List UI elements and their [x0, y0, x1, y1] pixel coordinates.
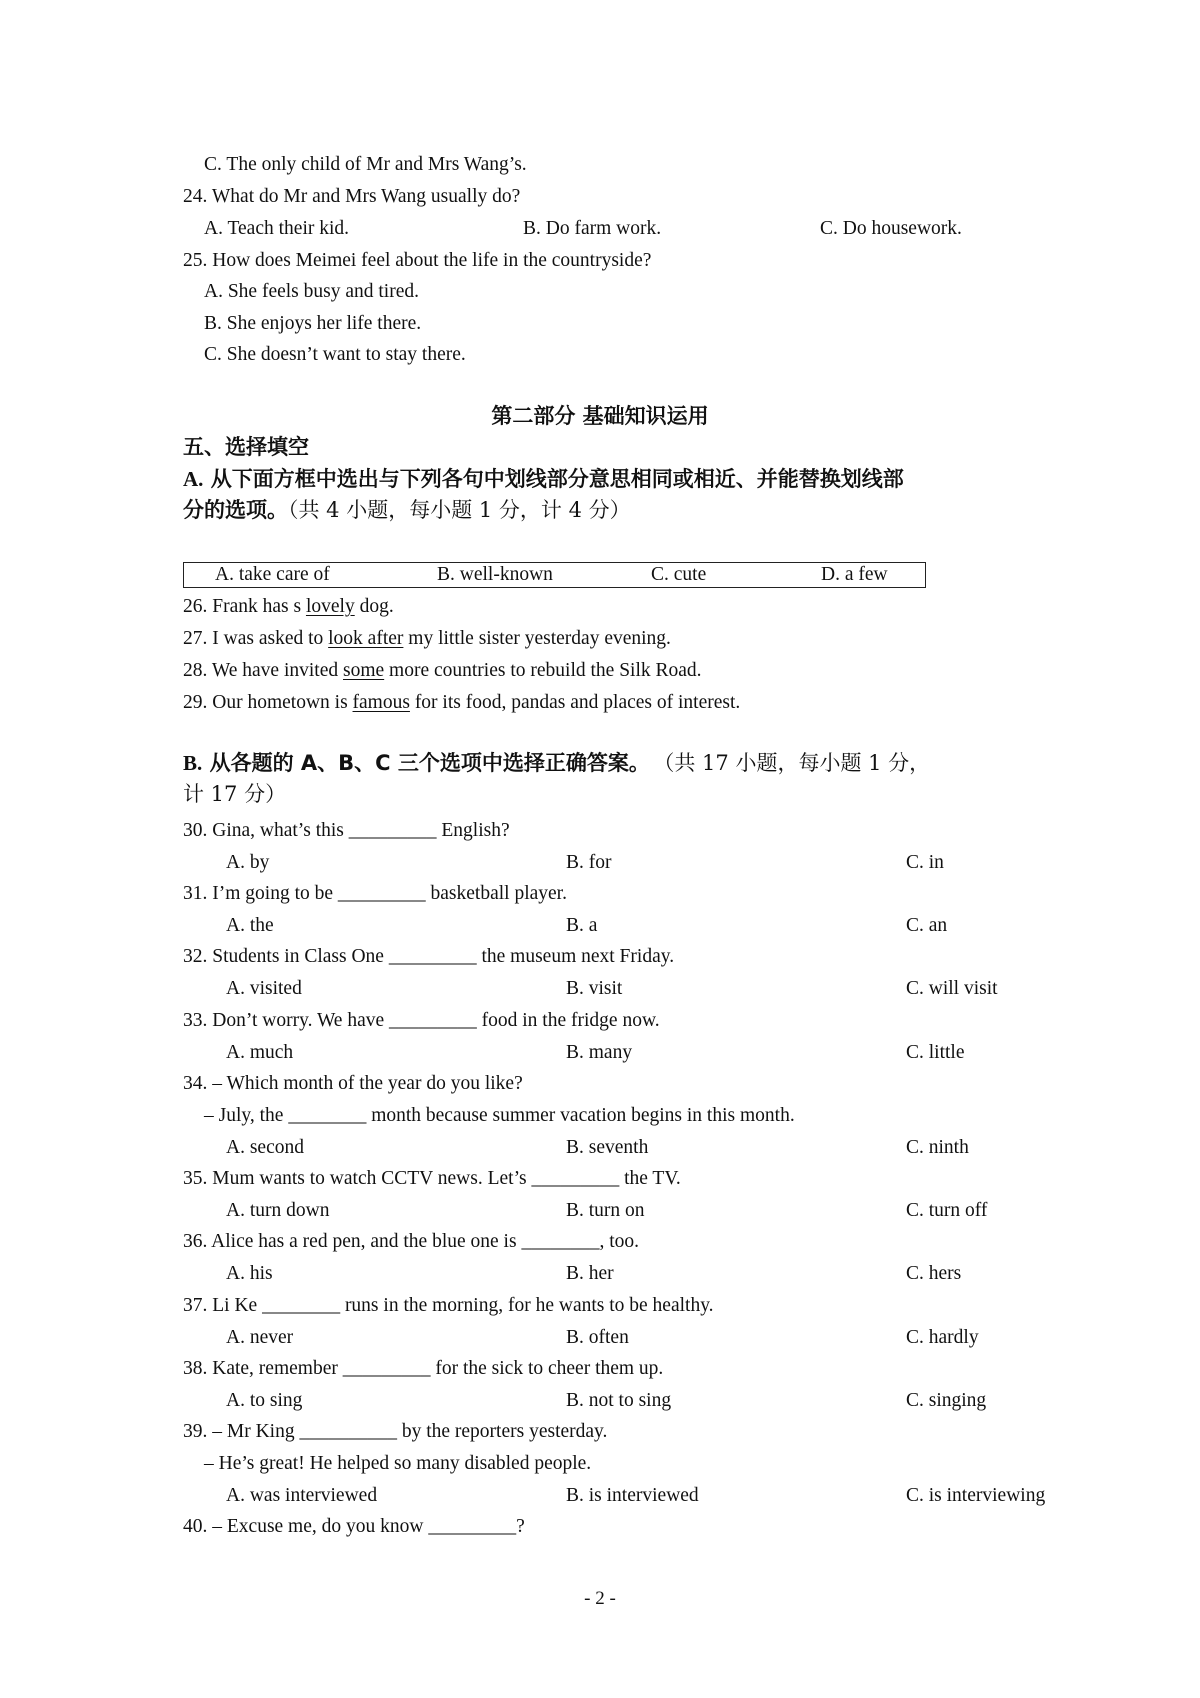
q31-option-a: A. the — [226, 915, 274, 936]
q36-option-b: B. her — [566, 1263, 614, 1284]
sectionB-letter: B. — [183, 751, 203, 775]
q31-stem: 31. I’m going to be _________ basketball player. — [183, 883, 567, 904]
q25-option-a: A. She feels busy and tired. — [204, 281, 419, 302]
q36-stem: 36. Alice has a red pen, and the blue one is ________, too. — [183, 1231, 639, 1252]
box-option-c: C. cute — [651, 564, 707, 585]
q28 — [183, 658, 702, 684]
q37-option-b: B. often — [566, 1327, 629, 1348]
section5-title: 五、选择填空 — [183, 435, 309, 459]
q32-option-b: B. visit — [566, 978, 623, 999]
q26-text-pre: 26. Frank has s — [183, 596, 306, 617]
q33-option-a: A. much — [226, 1042, 294, 1063]
q39-option-a: A. was interviewed — [226, 1485, 378, 1506]
sectionB-instruction-line2 — [183, 779, 286, 809]
q39-stem: 39. – Mr King __________ by the reporters yesterday. — [183, 1421, 608, 1442]
q32-option-a: A. visited — [226, 978, 302, 999]
q31-option-c: C. an — [906, 915, 948, 936]
sectionB-instruction-line1 — [183, 748, 930, 778]
options-box — [183, 562, 926, 588]
sectionA-instruction-text: 从下面方框中选出与下列各句中划线部分意思相同或相近、并能替换划线部 — [203, 467, 904, 491]
q38-option-a: A. to sing — [226, 1390, 303, 1411]
q28-text-pre: 28. We have invited — [183, 660, 343, 681]
q28-text-post: more countries to rebuild the Silk Road. — [384, 660, 702, 681]
q29 — [183, 690, 740, 716]
page-number: - 2 - — [584, 1588, 616, 1609]
box-option-d: D. a few — [821, 564, 888, 585]
q24-option-b: B. Do farm work. — [523, 218, 662, 239]
sectionA-instruction-bold: 分的选项。 — [183, 498, 288, 522]
q28-underlined: some — [343, 660, 385, 681]
q33-stem: 33. Don’t worry. We have _________ food in the fridge now. — [183, 1010, 660, 1031]
q32-option-c: C. will visit — [906, 978, 998, 999]
q27-text-post: my little sister yesterday evening. — [403, 628, 671, 649]
q38-option-b: B. not to sing — [566, 1390, 672, 1411]
q24-option-c: C. Do housework. — [820, 218, 962, 239]
q37-option-a: A. never — [226, 1327, 294, 1348]
sectionA-instruction-line2 — [183, 495, 631, 525]
q23-option-c: C. The only child of Mr and Mrs Wang’s. — [204, 154, 527, 175]
q37-stem: 37. Li Ke ________ runs in the morning, for he wants to be healthy. — [183, 1295, 714, 1316]
sectionA-letter: A. — [183, 467, 204, 491]
q30-stem: 30. Gina, what’s this _________ English? — [183, 820, 510, 841]
q27-underlined: look after — [328, 628, 404, 649]
q29-text-post: for its food, pandas and places of interest. — [409, 692, 741, 713]
q35-stem: 35. Mum wants to watch CCTV news. Let’s _________ the TV. — [183, 1168, 681, 1189]
sectionA-score-note: （共 4 小题，每小题 1 分，计 4 分） — [288, 498, 631, 522]
q34-option-c: C. ninth — [906, 1137, 969, 1158]
q37-option-c: C. hardly — [906, 1327, 979, 1348]
q27-text-pre: 27. I was asked to — [183, 628, 329, 649]
q38-stem: 38. Kate, remember _________ for the sick to cheer them up. — [183, 1358, 664, 1379]
q40-stem: 40. – Excuse me, do you know _________? — [183, 1516, 525, 1537]
q30-option-c: C. in — [906, 852, 944, 873]
q29-text-pre: 29. Our hometown is — [183, 692, 353, 713]
q25-option-c: C. She doesn’t want to stay there. — [204, 344, 466, 365]
sectionB-score-note: （共 17 小题，每小题 1 分， — [663, 751, 931, 775]
sectionA-instruction-line1 — [183, 464, 904, 494]
q39-stem-reply: – He’s great! He helped so many disabled people. — [204, 1453, 592, 1474]
q35-option-a: A. turn down — [226, 1200, 330, 1221]
sectionB-score-note-cont: 计 17 分） — [183, 782, 287, 806]
q34-stem: 34. – Which month of the year do you like? — [183, 1073, 523, 1094]
q39-option-c: C. is interviewing — [906, 1485, 1046, 1506]
q34-stem-reply: – July, the ________ month because summer vacation begins in this month. — [204, 1105, 795, 1126]
q39-option-b: B. is interviewed — [566, 1485, 699, 1506]
q29-underlined: famous — [352, 692, 410, 713]
q26 — [183, 594, 394, 620]
q25-option-b: B. She enjoys her life there. — [204, 313, 422, 334]
box-option-b: B. well-known — [437, 564, 553, 585]
q24-option-a: A. Teach their kid. — [204, 218, 350, 239]
q35-option-c: C. turn off — [906, 1200, 988, 1221]
q31-option-b: B. a — [566, 915, 598, 936]
q26-underlined: lovely — [305, 596, 355, 617]
part2-title: 第二部分 基础知识运用 — [491, 404, 709, 428]
q33-option-c: C. little — [906, 1042, 965, 1063]
box-option-a: A. take care of — [215, 564, 330, 585]
q25-stem: 25. How does Meimei feel about the life in the countryside? — [183, 250, 652, 271]
q34-option-a: A. second — [226, 1137, 304, 1158]
q38-option-c: C. singing — [906, 1390, 987, 1411]
q36-option-a: A. his — [226, 1263, 273, 1284]
q24-stem: 24. What do Mr and Mrs Wang usually do? — [183, 186, 521, 207]
sectionB-instruction-bold: 从各题的 A、B、C 三个选项中选择正确答案。 — [202, 751, 650, 775]
q27 — [183, 626, 671, 652]
q30-option-a: A. by — [226, 852, 270, 873]
q34-option-b: B. seventh — [566, 1137, 649, 1158]
q30-option-b: B. for — [566, 852, 612, 873]
q32-stem: 32. Students in Class One _________ the museum next Friday. — [183, 946, 675, 967]
q26-text-post: dog. — [354, 596, 394, 617]
q35-option-b: B. turn on — [566, 1200, 645, 1221]
q33-option-b: B. many — [566, 1042, 633, 1063]
q36-option-c: C. hers — [906, 1263, 962, 1284]
